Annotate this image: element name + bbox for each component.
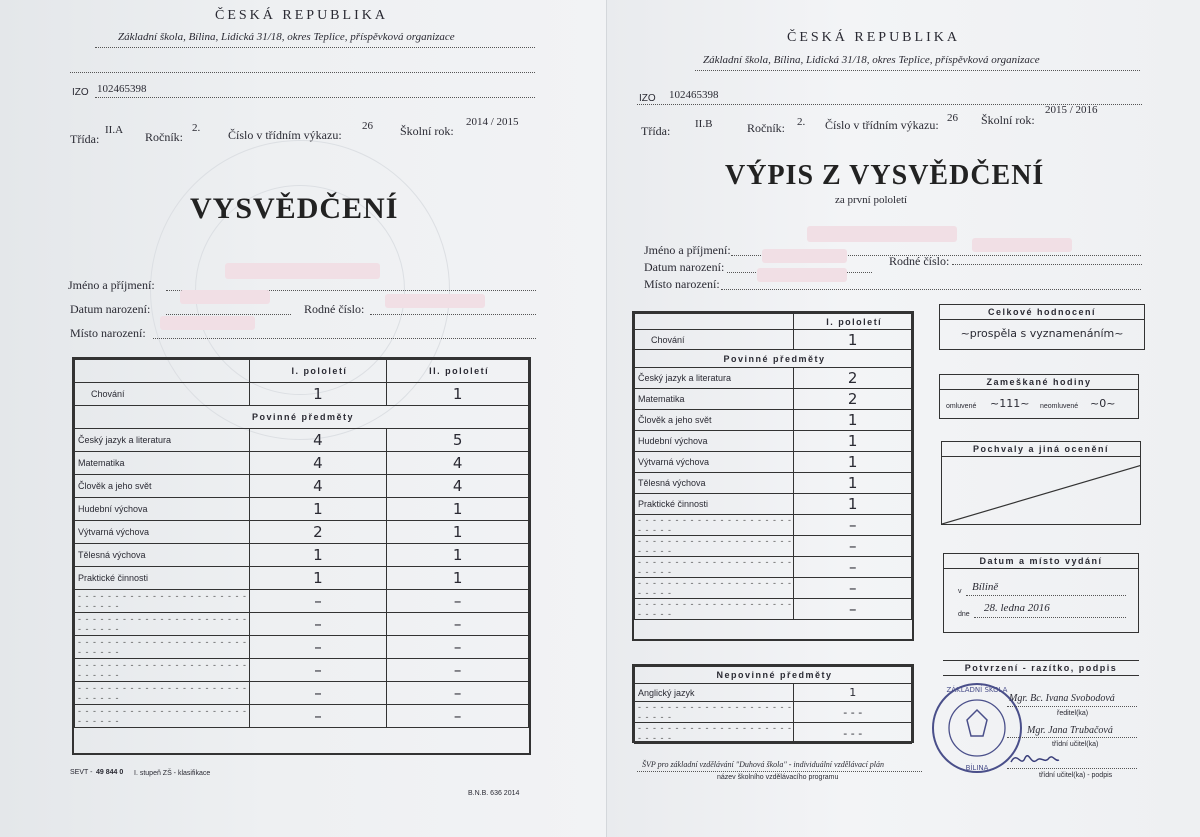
country-heading: ČESKÁ REPUBLIKA: [215, 8, 388, 23]
signature-line: [1007, 768, 1137, 769]
grade-second-semester: 1: [387, 567, 529, 590]
date-prefix: dne: [958, 611, 970, 618]
director-line: [1007, 706, 1137, 707]
optional-subject-grade: - - -: [794, 723, 912, 744]
director-role: ředitel(ka): [1057, 710, 1089, 717]
school-underline: [695, 70, 1140, 71]
table-row: [75, 567, 529, 590]
optional-subject-grade: 1: [794, 684, 912, 702]
birth-date-label: Datum narození:: [70, 302, 151, 316]
issue-date-heading: Datum a místo vydání: [944, 554, 1138, 569]
grade-second-semester: 5: [387, 429, 529, 452]
optional-subject-name: - - - - - - - - - - - - - - - - - - - - - - - - - -: [635, 723, 794, 744]
teacher-signature: [1009, 748, 1061, 770]
redacted-birth-date: [762, 249, 847, 263]
optional-header-row: [635, 667, 912, 684]
table-row: [635, 494, 912, 515]
confirmation-heading: Potvrzení - razítko, podpis: [943, 661, 1139, 676]
grade-second-semester: –: [387, 636, 529, 659]
grade-first-semester: 1: [249, 544, 387, 567]
teacher-line: [1007, 737, 1137, 738]
subject-name: - - - - - - - - - - - - - - - - - - - - - - - - - - - - -: [75, 659, 250, 682]
conduct-grade-1: 1: [249, 383, 387, 406]
header-second-semester: II. pololetí: [387, 360, 529, 383]
grade-first-semester: 1: [794, 431, 912, 452]
grade-first-semester: 1: [794, 473, 912, 494]
class-value: II.B: [695, 118, 713, 130]
subject-name: - - - - - - - - - - - - - - - - - - - - - - - - - - - - -: [75, 590, 250, 613]
issue-date: 28. ledna 2016: [984, 602, 1050, 614]
register-label: Číslo v třídním výkazu:: [825, 118, 939, 132]
certificate-right-page: [606, 0, 1200, 837]
optional-subjects-heading: Nepovinné předměty: [635, 667, 912, 684]
birth-place-label: Místo narození:: [644, 277, 720, 291]
grade-second-semester: 1: [387, 521, 529, 544]
birth-number-label: Rodné číslo:: [889, 254, 950, 268]
form-code: SEVT -: [70, 769, 93, 776]
table-row: [635, 368, 912, 389]
absence-box: [939, 374, 1139, 419]
subject-name: - - - - - - - - - - - - - - - - - - - - - - - - - -: [635, 536, 794, 557]
overall-evaluation-value: ~prospěla s vyznamenáním~: [960, 327, 1124, 340]
grade-first-semester: 1: [249, 567, 387, 590]
subject-name: - - - - - - - - - - - - - - - - - - - - - - - - - - - - -: [75, 636, 250, 659]
subject-name: Český jazyk a literatura: [75, 429, 250, 452]
subject-name: - - - - - - - - - - - - - - - - - - - - - - - - - -: [635, 578, 794, 599]
table-row: [635, 536, 912, 557]
director-name: Mgr. Bc. Ivana Svobodová: [1009, 693, 1115, 704]
place-line: [966, 595, 1126, 596]
document-title: VÝPIS Z VYSVĚDČENÍ: [725, 160, 1045, 191]
table-row: [75, 498, 529, 521]
section-heading: Povinné předměty: [635, 350, 912, 368]
school-underline: [95, 47, 535, 48]
subject-name: Výtvarná výchova: [75, 521, 250, 544]
table-row: [635, 599, 912, 620]
table-row: [75, 521, 529, 544]
subject-name: - - - - - - - - - - - - - - - - - - - - - - - - - - - - -: [75, 705, 250, 728]
name-label: Jméno a příjmení:: [68, 278, 155, 292]
redacted-birth-number: [972, 238, 1072, 252]
birth-place-line: [721, 289, 1141, 290]
issue-date-values: [944, 569, 1138, 629]
grade-second-semester: –: [387, 590, 529, 613]
redacted-birth-date: [180, 290, 270, 304]
header-empty-cell: [635, 314, 794, 330]
school-year-value: 2014 / 2015: [466, 116, 519, 128]
grade-value: 2.: [797, 116, 806, 128]
blank-line: [70, 72, 535, 73]
excused-value: ~111~: [990, 397, 1030, 410]
table-row: [75, 475, 529, 498]
birth-date-line: [166, 314, 291, 315]
conduct-row: [635, 330, 912, 350]
absence-heading: Zameškané hodiny: [940, 375, 1138, 390]
birth-number-line: [952, 264, 1142, 265]
conduct-row: [75, 383, 529, 406]
document-subtitle: za první pololetí: [835, 194, 908, 206]
class-label: Třída:: [70, 132, 100, 146]
grade-second-semester: 4: [387, 475, 529, 498]
grade-first-semester: 1: [794, 452, 912, 473]
table-row: [635, 578, 912, 599]
school-name: Základní škola, Bílina, Lidická 31/18, okres Teplice, příspěvková organizace: [118, 31, 455, 43]
table-row: [635, 389, 912, 410]
redacted-birth-number: [385, 294, 485, 308]
section-row: [635, 350, 912, 368]
register-label: Číslo v třídním výkazu:: [228, 128, 342, 142]
grade-first-semester: –: [249, 590, 387, 613]
grade-first-semester: –: [249, 613, 387, 636]
subject-name: - - - - - - - - - - - - - - - - - - - - - - - - - -: [635, 515, 794, 536]
subject-name: Matematika: [635, 389, 794, 410]
grade-value: 2.: [192, 122, 201, 134]
izo-label: IZO: [639, 93, 656, 104]
register-value: 26: [947, 112, 958, 124]
grade-first-semester: 4: [249, 475, 387, 498]
header-first-semester: I. pololetí: [794, 314, 912, 330]
form-number: 49 844 0: [96, 769, 124, 776]
grade-first-semester: –: [794, 536, 912, 557]
grade-first-semester: 2: [794, 368, 912, 389]
grade-second-semester: 1: [387, 544, 529, 567]
table-row: [635, 515, 912, 536]
subject-name: Praktické činnosti: [635, 494, 794, 515]
table-row: [75, 705, 529, 728]
optional-subject-grade: - - -: [794, 702, 912, 723]
register-value: 26: [362, 120, 373, 132]
form-description: I. stupeň ZŠ - klasifikace: [134, 770, 211, 777]
table-row: [75, 682, 529, 705]
izo-label: IZO: [72, 87, 89, 98]
table-row: [75, 659, 529, 682]
optional-subject-name: Anglický jazyk: [635, 684, 794, 702]
table-row: [635, 410, 912, 431]
program-caption: název školního vzdělávacího programu: [717, 774, 839, 781]
school-year-label: Školní rok:: [400, 124, 454, 138]
overall-evaluation-heading: Celkové hodnocení: [940, 305, 1144, 320]
name-label: Jméno a příjmení:: [644, 243, 731, 257]
grade-first-semester: –: [794, 557, 912, 578]
grades-table: [634, 313, 912, 620]
redacted-birth-place: [160, 316, 255, 330]
grade-label: Ročník:: [145, 130, 183, 144]
school-year-value: 2015 / 2016: [1045, 104, 1098, 116]
grade-first-semester: –: [794, 578, 912, 599]
table-row: [75, 544, 529, 567]
section-heading: Povinné předměty: [75, 406, 529, 429]
table-row: [635, 557, 912, 578]
country-heading: ČESKÁ REPUBLIKA: [787, 30, 960, 45]
grade-first-semester: 4: [249, 452, 387, 475]
grade-first-semester: –: [249, 705, 387, 728]
overall-evaluation-box: [939, 304, 1145, 350]
place-prefix: v: [958, 588, 962, 595]
header-empty-cell: [75, 360, 250, 383]
class-label: Třída:: [641, 124, 671, 138]
grade-first-semester: 1: [794, 410, 912, 431]
svg-text:BÍLINA: BÍLINA: [965, 764, 989, 772]
redacted-birth-place: [757, 268, 847, 282]
header-first-semester: I. pololetí: [249, 360, 387, 383]
teacher-name: Mgr. Jana Trubačová: [1027, 725, 1113, 736]
birth-date-label: Datum narození:: [644, 260, 725, 274]
table-row: [75, 636, 529, 659]
grade-second-semester: 1: [387, 498, 529, 521]
subject-name: Výtvarná výchova: [635, 452, 794, 473]
table-row: [75, 590, 529, 613]
grade-first-semester: –: [249, 636, 387, 659]
document-title: VYSVĚDČENÍ: [190, 192, 399, 225]
praise-strike-line: [942, 457, 1141, 525]
unexcused-value: ~0~: [1090, 397, 1116, 410]
date-line: [974, 617, 1126, 618]
optional-subject-name: - - - - - - - - - - - - - - - - - - - - - - - - - -: [635, 702, 794, 723]
birth-number-line: [370, 314, 536, 315]
grade-first-semester: –: [794, 515, 912, 536]
table-row: [635, 684, 912, 702]
subject-name: Praktické činnosti: [75, 567, 250, 590]
print-code: B.N.B. 636 2014: [468, 790, 520, 797]
grade-label: Ročník:: [747, 121, 785, 135]
grades-table: [74, 359, 529, 728]
class-value: II.A: [105, 124, 124, 136]
conduct-label: Chování: [635, 330, 794, 350]
table-header-row: [635, 314, 912, 330]
optional-subjects-table: [634, 666, 912, 744]
grade-first-semester: –: [249, 682, 387, 705]
redacted-name: [225, 263, 380, 279]
birth-place-label: Místo narození:: [70, 326, 146, 340]
subject-name: Tělesná výchova: [635, 473, 794, 494]
grade-second-semester: –: [387, 682, 529, 705]
grade-first-semester: –: [249, 659, 387, 682]
grade-first-semester: 4: [249, 429, 387, 452]
table-row: [635, 723, 912, 744]
excused-label: omluvené: [946, 403, 977, 410]
subject-name: - - - - - - - - - - - - - - - - - - - - - - - - - -: [635, 599, 794, 620]
svg-text:ZÁKLADNÍ ŠKOLA: ZÁKLADNÍ ŠKOLA: [946, 686, 1008, 694]
grade-second-semester: 4: [387, 452, 529, 475]
section-row: [75, 406, 529, 429]
praise-heading: Pochvaly a jiná ocenění: [942, 442, 1140, 457]
issue-place: Bílině: [972, 581, 999, 593]
teacher-role: třídní učitel(ka): [1052, 741, 1099, 748]
issue-date-box: [943, 553, 1139, 633]
school-name: Základní škola, Bílina, Lidická 31/18, okres Teplice, příspěvková organizace: [703, 54, 1040, 66]
subject-name: Tělesná výchova: [75, 544, 250, 567]
conduct-label: Chování: [75, 383, 250, 406]
table-row: [75, 429, 529, 452]
birth-number-label: Rodné číslo:: [304, 302, 365, 316]
subject-name: Matematika: [75, 452, 250, 475]
grade-first-semester: 1: [794, 494, 912, 515]
grade-first-semester: –: [794, 599, 912, 620]
table-row: [75, 452, 529, 475]
izo-value: 102465398: [669, 89, 719, 101]
grade-second-semester: –: [387, 613, 529, 636]
subject-name: Český jazyk a literatura: [635, 368, 794, 389]
unexcused-label: neomluvené: [1040, 403, 1079, 410]
grade-second-semester: –: [387, 659, 529, 682]
grade-first-semester: 1: [249, 498, 387, 521]
table-row: [635, 431, 912, 452]
conduct-grade-2: 1: [387, 383, 529, 406]
program-line: [637, 771, 922, 772]
table-header-row: [75, 360, 529, 383]
izo-value: 102465398: [97, 83, 147, 95]
teacher-signature-role: třídní učitel(ka) - podpis: [1039, 772, 1113, 779]
subject-name: Člověk a jeho svět: [75, 475, 250, 498]
grade-first-semester: 2: [249, 521, 387, 544]
birth-place-line: [153, 338, 536, 339]
praise-box: [941, 441, 1141, 525]
table-row: [635, 452, 912, 473]
table-row: [635, 473, 912, 494]
absence-values: [940, 390, 1138, 418]
program-name: ŠVP pro základní vzdělávání "Duhová škola" - individuální vzdělávací plán: [642, 760, 885, 769]
subject-name: Člověk a jeho svět: [635, 410, 794, 431]
conduct-grade: 1: [794, 330, 912, 350]
table-row: [635, 702, 912, 723]
subject-name: Hudební výchova: [635, 431, 794, 452]
school-year-label: Školní rok:: [981, 113, 1035, 127]
table-row: [75, 613, 529, 636]
redacted-name: [807, 226, 957, 242]
grade-second-semester: –: [387, 705, 529, 728]
subject-name: - - - - - - - - - - - - - - - - - - - - - - - - - - - - -: [75, 682, 250, 705]
izo-underline: [95, 97, 535, 98]
subject-name: - - - - - - - - - - - - - - - - - - - - - - - - - -: [635, 557, 794, 578]
subject-name: Hudební výchova: [75, 498, 250, 521]
subject-name: - - - - - - - - - - - - - - - - - - - - - - - - - - - - -: [75, 613, 250, 636]
grade-first-semester: 2: [794, 389, 912, 410]
